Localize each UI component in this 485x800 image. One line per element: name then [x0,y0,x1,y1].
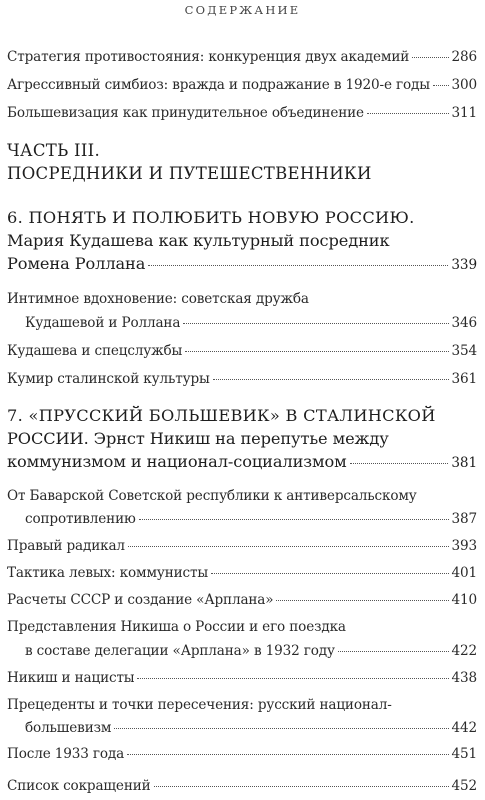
leader-dots [114,728,448,729]
toc-entry-page: 451 [451,746,477,762]
chapter-7-line3: коммунизмом и национал-социализмом [7,452,347,471]
toc-entry-title: Правый радикал [7,538,125,554]
leader-dots [211,573,448,574]
toc-entry[interactable] [7,564,477,583]
toc-entry-title: От Баварской Советской республики к антиверсальскому [7,488,417,504]
leader-dots [139,519,449,520]
toc-entry-title: После 1933 года [7,746,125,762]
leader-dots [128,546,449,547]
chapter-6-page: 339 [451,257,477,273]
leader-dots [185,351,448,352]
toc-entry[interactable] [7,104,477,123]
toc-entry[interactable] [7,48,477,67]
toc-entry-page: 422 [451,643,477,659]
toc-entry-title: сопротивлению [25,511,136,527]
toc-entry[interactable] [7,745,477,764]
toc-entry-title: Кудашева и спецслужбы [7,343,183,359]
chapter-6-line3: Ромена Роллана [7,254,146,273]
toc-entry-continuation[interactable] [25,510,477,529]
leader-dots [154,786,449,787]
toc-entry-page: 438 [451,670,477,686]
toc-entry-title: большевизм [25,720,112,736]
toc-entry-title: Кудашевой и Роллана [25,315,181,331]
toc-entry-page: 410 [451,592,477,608]
toc-entry-title: Расчеты СССР и создание «Арплана» [7,592,274,608]
part-heading [7,139,477,185]
toc-entry-title: Никиш и нацисты [7,670,135,686]
leader-dots [367,113,449,114]
chapter-6-line2: Мария Кудашева как культурный посредник [7,231,390,250]
toc-entry-title: Агрессивный симбиоз: вражда и подражание в 1920-е годы [7,77,430,93]
leader-dots [183,323,448,324]
leader-dots [213,379,449,380]
toc-entry-page: 300 [451,77,477,93]
toc-entry[interactable] [7,342,477,361]
part-heading-line2: ПОСРЕДНИКИ И ПУТЕШЕСТВЕННИКИ [7,164,372,183]
chapter-6-line1: 6. ПОНЯТЬ И ПОЛЮБИТЬ НОВУЮ РОССИЮ. [7,208,415,227]
toc-entry-title: Стратегия противостояния: конкуренция двух академий [7,49,410,65]
running-head: СОДЕРЖАНИЕ [184,3,301,17]
leader-dots [148,265,448,266]
toc-entry[interactable] [7,370,477,389]
toc-entry-continuation[interactable] [25,642,477,661]
toc-entry-title: Интимное вдохновение: советская дружба [7,291,309,307]
toc-entry-page: 442 [451,720,477,736]
toc-entry-title: Прецеденты и точки пересечения: русский национал- [7,697,392,713]
leader-dots [412,57,448,58]
chapter-7-line2: РОССИИ. Эрнст Никиш на перепутье между [7,429,389,448]
toc-entry-page: 354 [451,343,477,359]
chapter-7-heading[interactable] [7,404,477,475]
toc-entry[interactable] [7,487,477,506]
leader-dots [127,754,448,755]
leader-dots [137,678,448,679]
leader-dots [338,651,449,652]
toc-entry[interactable] [7,696,477,715]
toc-entry-page: 311 [451,105,477,121]
toc-entry-page: 387 [451,511,477,527]
toc-entry-page: 401 [451,565,477,581]
toc-entry-continuation[interactable] [25,719,477,738]
toc-entry-page: 452 [451,778,477,794]
toc-entry[interactable] [7,537,477,556]
toc-entry[interactable] [7,591,477,610]
toc-entry-page: 346 [451,315,477,331]
toc-entry[interactable] [7,290,477,309]
toc-entry-continuation[interactable] [25,314,477,333]
chapter-7-line1: 7. «ПРУССКИЙ БОЛЬШЕВИК» В СТАЛИНСКОЙ [7,406,436,425]
toc-entry-title: Большевизация как принудительное объединение [7,105,364,121]
toc-entry[interactable] [7,777,477,796]
toc-entry[interactable] [7,618,477,637]
leader-dots [350,463,449,464]
chapter-6-heading[interactable] [7,206,477,277]
toc-entry-title: Список сокращений [7,778,151,794]
toc-entry-page: 286 [451,49,477,65]
toc-entry-title: Представления Никиша о России и его поездка [7,619,346,635]
chapter-7-page: 381 [451,455,477,471]
toc-entry-page: 361 [451,371,477,387]
toc-entry[interactable] [7,669,477,688]
toc-entry-page: 393 [451,538,477,554]
part-heading-line1: ЧАСТЬ III. [7,141,101,160]
toc-entry-title: Кумир сталинской культуры [7,371,210,387]
leader-dots [433,85,449,86]
toc-entry-title: Тактика левых: коммунисты [7,565,209,581]
toc-entry[interactable] [7,76,477,95]
leader-dots [276,600,448,601]
toc-entry-title: в составе делегации «Арплана» в 1932 году [25,643,335,659]
